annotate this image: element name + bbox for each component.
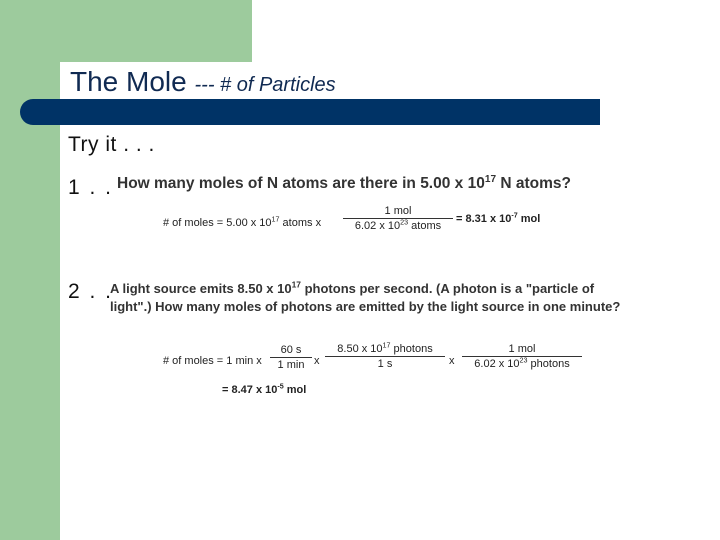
problem-2-fraction-avogadro: 1 mol 6.02 x $10^{23}$ photons (462, 343, 582, 370)
problem-2-times-1: x (314, 355, 320, 367)
problem-2-fraction-time: 60 s 1 min (270, 344, 312, 371)
problem-1-equation-lhs: # of moles = 5.00 x $10^{17}$ atoms x (163, 215, 322, 229)
problem-1-result: = 8.31 x $10^{-7}$ mol (456, 211, 541, 225)
slide-title (70, 64, 336, 103)
problem-2-fraction-rate: 8.50 x $10^{17}$ photons 1 s (325, 343, 445, 370)
title-main: The Mole (70, 66, 187, 97)
top-green-block (60, 0, 252, 62)
title-subtitle: --- # of Particles (194, 74, 336, 96)
problem-1-question: How many moles of N atoms are there in 5.00 x $10^{17}$ N atoms? (117, 173, 571, 192)
problem-2-times-2: x (449, 355, 455, 367)
problem-2-result: = 8.47 x $10^{-5}$ mol (222, 382, 307, 396)
problem-2-equation-lhs: # of moles = 1 min x (163, 355, 262, 367)
problem-2-number: 2 . . (68, 280, 114, 303)
problem-2-question: A light source emits 8.50 x $10^{17}$ photons per second. (A photon is a "particle of light".) How many moles of photons are emitted by the light source in one minute? (110, 279, 621, 314)
left-green-band (0, 0, 60, 540)
problem-1-fraction: 1 mol 6.02 x $10^{23}$ atoms (343, 205, 453, 232)
problem-1-number: 1 . . (68, 176, 114, 199)
intro-text: Try it . . . (68, 133, 155, 156)
